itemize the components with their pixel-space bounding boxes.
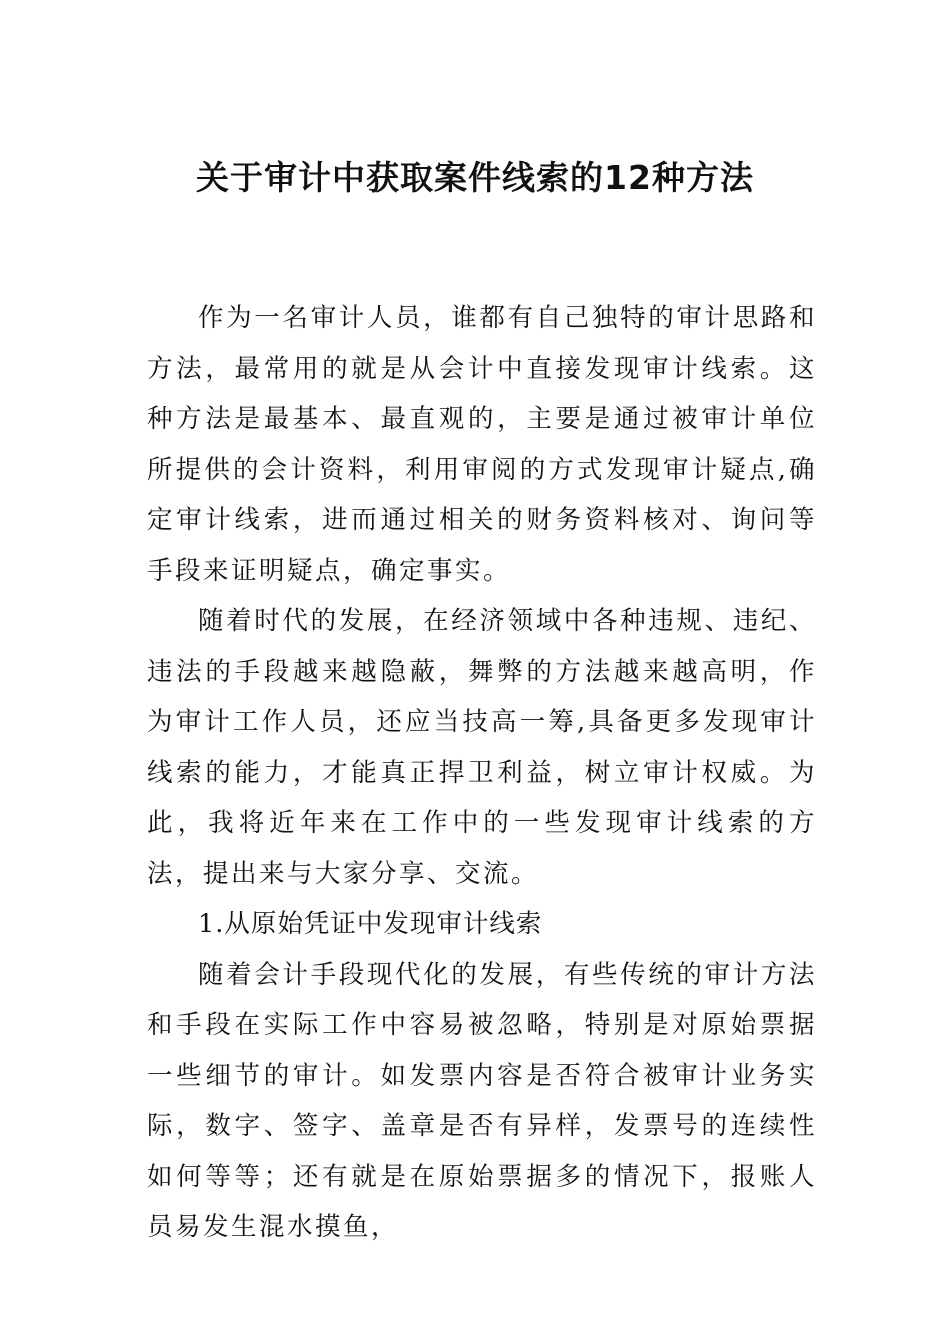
section-heading-1: 1.从原始凭证中发现审计线索 — [198, 909, 543, 939]
document-title: 关于审计中获取案件线索的12种方法 — [196, 158, 754, 197]
document-body — [147, 293, 817, 1253]
paragraph-intro: 作为一名审计人员，谁都有自己独特的审计思路和方法，最常用的就是从会计中直接发现审计线索。这种方法是最基本、最直观的，主要是通过被审计单位所提供的会计资料，利用审阅的方式发现审计疑点,确定审计线索，进而通过相关的财务资料核对、询问等手段来证明疑点，确定事实。 — [147, 303, 817, 586]
paragraph-section-1: 随着会计手段现代化的发展，有些传统的审计方法和手段在实际工作中容易被忽略，特别是对原始票据一些细节的审计。如发票内容是否符合被审计业务实际，数字、签字、盖章是否有异样，发票号的连续性如何等等；还有就是在原始票据多的情况下，报账人员易发生混水摸鱼， — [147, 959, 817, 1242]
paragraph-background: 随着时代的发展，在经济领域中各种违规、违纪、违法的手段越来越隐蔽，舞弊的方法越来越高明，作为审计工作人员，还应当技高一筹,具备更多发现审计线索的能力，才能真正捍卫利益，树立审计权威。为此，我将近年来在工作中的一些发现审计线索的方法，提出来与大家分享、交流。 — [147, 606, 817, 889]
